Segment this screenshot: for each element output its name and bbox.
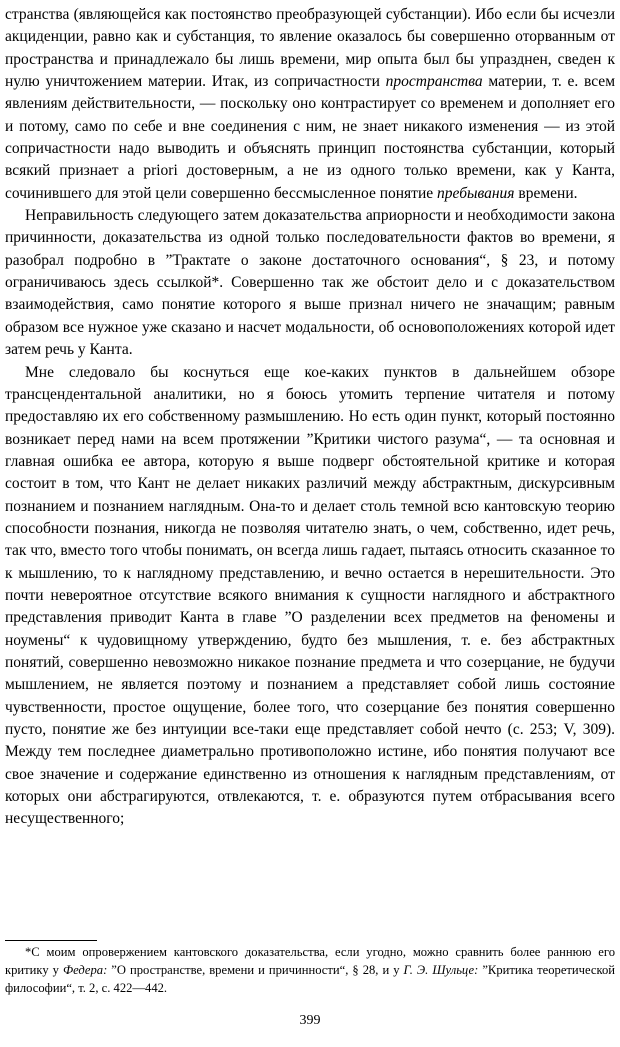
emphasis: Г. Э. Шульце: — [403, 963, 479, 977]
paragraph-2: Неправильность следующего затем доказательства априорности и необходимости закона причинности, доказательства из одной только последовательности фактов во времени, я разобрал подробно в ”Трактате о законе достаточного основания“, § 23, и потому ограничиваюсь здесь ссылкой*. Совершенно так же обстоит дело и с доказательством взаимодействия, само понятие которого я выше признал ничего не значащим; равным образом все нужное уже сказано и насчет модальности, об основоположениях которой идет затем речь у Канта. — [5, 207, 615, 359]
emphasis: Федера: — [62, 963, 108, 977]
emphasis: пребывания — [437, 184, 515, 202]
emphasis: пространства — [385, 73, 483, 91]
footnote: *С моим опровержением кантовского доказательства, если угодно, можно сравнить более раннюю его критику у Федера: ”О пространстве, времени и причинности“, § 28, и у Г. Э. Шульце: ”Критика теоретической философии“, т. 2, с. 422—442. — [5, 945, 616, 995]
footnote-divider — [5, 940, 97, 941]
paragraph-3: Мне следовало бы коснуться еще кое-каких пунктов в дальнейшем обзоре трансцендентальной аналитики, но я боюсь утомить терпение читателя и потому предоставляю их его собственному размышлению. Но есть один пункт, который постоянно возникает перед нами на всем протяжении ”Критики чистого разума“, — та основная и главная ошибка ее автора, которую я выше подверг обстоятельной критике и которая состоит в том, что Кант не делает никаких различий между абстрактным, дискурсивным познанием и познанием наглядным. Она-то и делает столь темной всю кантовскую теорию способности познания, никогда не позволяя читателю знать, о чем, собственно, идет речь, так что, вместо того чтобы понимать, он всегда лишь гадает, пытаясь относить сказанное то к мышлению, то к наглядному представлению, и вечно остается в нерешительности. Это почти невероятное отсутствие всякого внимания к сущности наглядного и абстрактного представления приводит Канта в главе ”О разделении всех предметов на феномены и ноумены“ к чудовищному утверждению, будто без мышления, т. е. без абстрактных понятий, совершенно невозможно никакое познание предмета и что созерцание, не будучи мышлением, не является поэтому и познанием а представляет собой лишь состояние чувственности, простое ощущение, более того, что созерцание без понятия совершенно пусто, понятие же без интуиции все-таки еще представляет собой нечто (с. 253; V, 309). Между тем последнее диаметрально противоположно истине, ибо понятия получают все свое значение и содержание единственно из отношения к наглядным представлениям, от которых они абстрагируются, отвлекаются, т. е. образуются путем отбрасывания всего несущественного; — [5, 363, 615, 828]
page-number: 399 — [299, 1013, 321, 1028]
paragraph-1: странства (являющейся как постоянство преобразующей субстанции). Ибо если бы исчезли акциденции, равно как и субстанция, то явление оказалось бы совершенно оторванным от пространства и принадлежало бы лишь времени, мир опыта был бы упразднен, сведен к нулю уничтожением материи. Итак, из сопричастности пространства материи, т. е. всем явлениям действительности, — поскольку оно контрастирует со временем и дополняет его и потому, само по себе и вне соединения с ним, не знает никакого изменения — из этой сопричастности надо выводить и объяснять принцип постоянства субстанции, который всякий признает a priori достоверным, а не из одного только времени, как у Канта, сочинившего для этой цели совершенно бессмысленное понятие пребывания времени. — [5, 6, 615, 202]
main-text — [5, 4, 615, 831]
